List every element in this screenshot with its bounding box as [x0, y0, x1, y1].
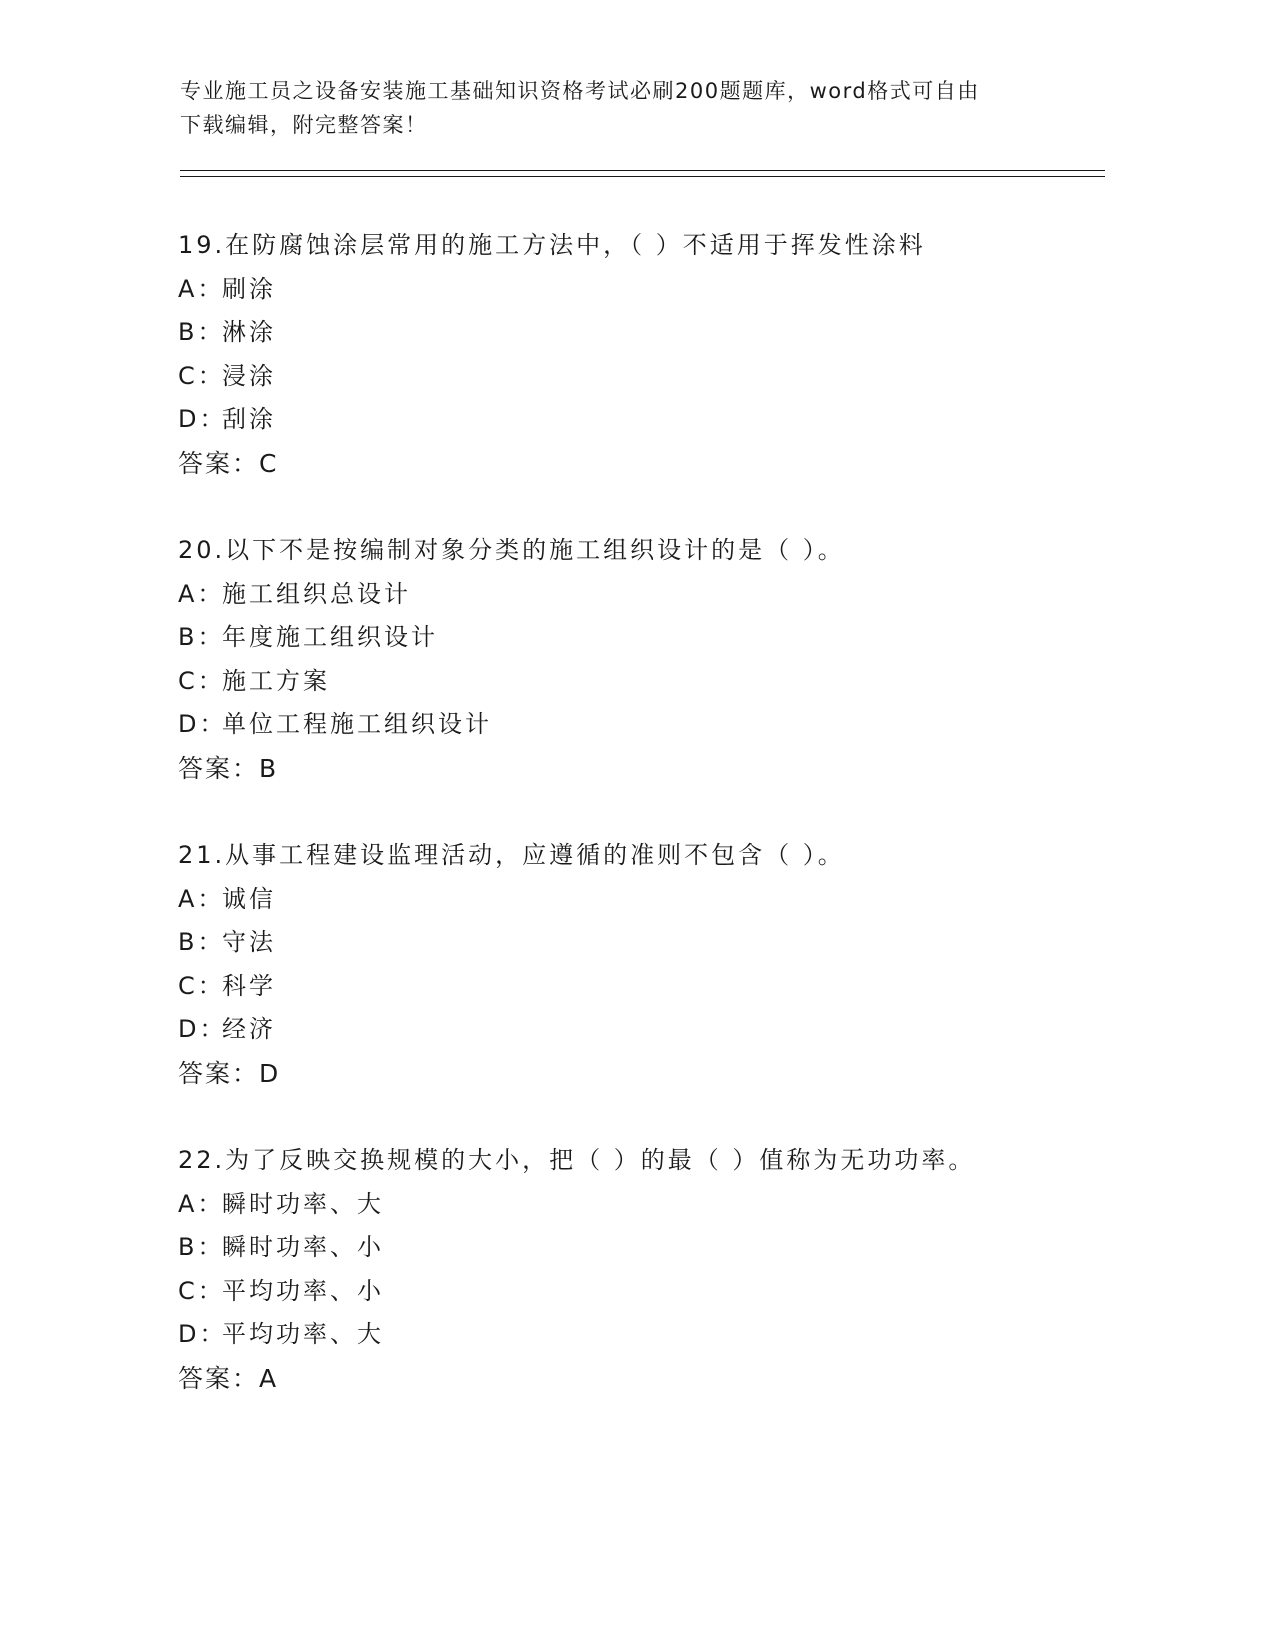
option-text: 施工方案 — [222, 666, 330, 695]
option-c — [178, 1270, 1138, 1314]
option-text: 刷涂 — [222, 274, 276, 303]
document-header — [180, 74, 1060, 142]
option-text: 年度施工组织设计 — [222, 623, 438, 652]
answer-label: 答案：D — [178, 1058, 281, 1088]
option-c — [178, 355, 1138, 399]
option-letter: D： — [178, 1320, 227, 1349]
option-a — [178, 573, 1138, 617]
option-text: 科学 — [222, 971, 276, 1000]
option-text: 诚信 — [222, 884, 276, 913]
option-letter: C： — [178, 1276, 225, 1305]
question-block — [178, 529, 1138, 791]
option-text: 经济 — [222, 1015, 276, 1044]
header-divider-bottom — [180, 176, 1105, 177]
answer-label: 答案：A — [178, 1363, 279, 1393]
option-b — [178, 921, 1138, 965]
option-text: 平均功率、小 — [222, 1276, 384, 1305]
option-d — [178, 1008, 1138, 1052]
option-letter: C： — [178, 971, 225, 1000]
header-line-1: 专业施工员之设备安装施工基础知识资格考试必刷200题题库，word格式可自由 — [180, 79, 980, 103]
option-text: 守法 — [222, 928, 276, 957]
question-title: 21.从事工程建设监理活动，应遵循的准则不包含（ ）。 — [178, 841, 845, 869]
option-letter: A： — [178, 1189, 225, 1218]
question-block — [178, 1139, 1138, 1401]
option-letter: D： — [178, 1015, 227, 1044]
answer-label: 答案：C — [178, 448, 279, 478]
option-letter: A： — [178, 579, 225, 608]
option-text: 瞬时功率、大 — [222, 1189, 384, 1218]
option-letter: D： — [178, 710, 227, 739]
option-a — [178, 878, 1138, 922]
option-b — [178, 311, 1138, 355]
option-c — [178, 965, 1138, 1009]
question-title: 19.在防腐蚀涂层常用的施工方法中，（ ）不适用于挥发性涂料 — [178, 231, 926, 259]
option-letter: D： — [178, 405, 227, 434]
option-b — [178, 1226, 1138, 1270]
option-text: 单位工程施工组织设计 — [222, 710, 492, 739]
option-d — [178, 703, 1138, 747]
option-text: 淋涂 — [222, 318, 276, 347]
option-text: 刮涂 — [222, 405, 276, 434]
option-letter: B： — [178, 318, 225, 347]
option-text: 施工组织总设计 — [222, 579, 411, 608]
option-d — [178, 398, 1138, 442]
header-line-2: 下载编辑，附完整答案！ — [180, 113, 428, 137]
option-a — [178, 268, 1138, 312]
option-b — [178, 616, 1138, 660]
option-c — [178, 660, 1138, 704]
option-letter: B： — [178, 1233, 225, 1262]
question-title: 22.为了反映交换规模的大小，把（ ）的最（ ）值称为无功功率。 — [178, 1146, 976, 1174]
option-letter: C： — [178, 361, 225, 390]
question-title: 20.以下不是按编制对象分类的施工组织设计的是（ ）。 — [178, 536, 845, 564]
option-letter: A： — [178, 884, 225, 913]
question-block — [178, 224, 1138, 486]
option-letter: B： — [178, 623, 225, 652]
answer-label: 答案：B — [178, 753, 279, 783]
option-text: 浸涂 — [222, 361, 276, 390]
option-text: 瞬时功率、小 — [222, 1233, 384, 1262]
question-block — [178, 834, 1138, 1096]
option-text: 平均功率、大 — [222, 1320, 384, 1349]
option-d — [178, 1313, 1138, 1357]
option-letter: B： — [178, 928, 225, 957]
option-letter: A： — [178, 274, 225, 303]
option-a — [178, 1183, 1138, 1227]
header-divider-top — [180, 170, 1105, 171]
option-letter: C： — [178, 666, 225, 695]
